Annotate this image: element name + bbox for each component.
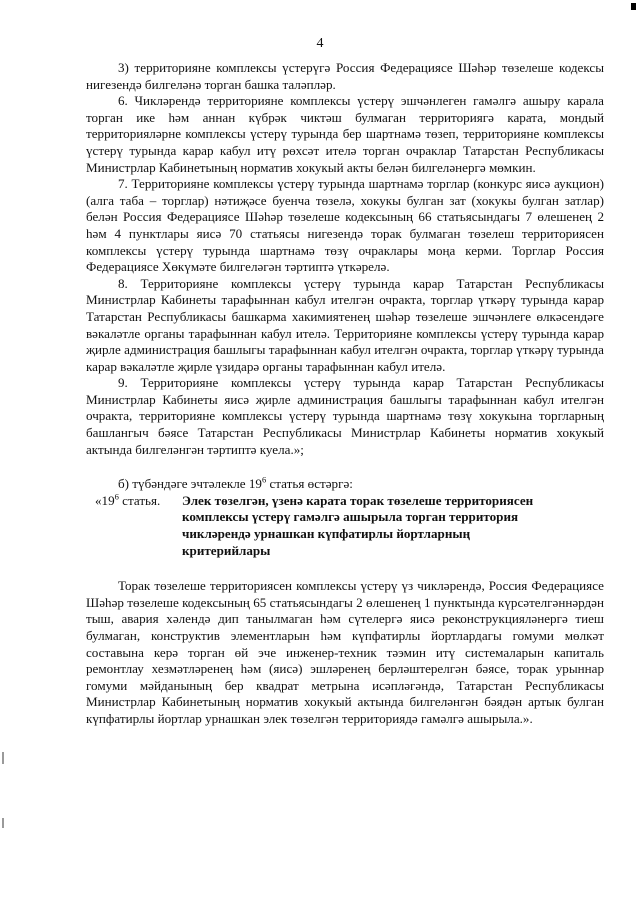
- article-heading: [86, 493, 604, 559]
- paragraph-section-8: 8. Территорияне комплексы үстерү турында карар Татарстан Республикасы Министрлар Кабинеты тарафыннан кабул ителгән очракта, торглар үткәрү турында карар Татарстан Республикасы башкарма хакимиятенең шәһәр төзелеше эшчәнлеге өлкәсендәге вәкаләтле органы тарафыннан кабул ителә. Территорияне комплексы үстерү турында карар җирле администрация башлыгы тарафыннан кабул ителгән очракта, торглар үткәрү турында карар вәкаләтле җирле үзидарә органы тарафыннан кабул ителә.: [86, 275, 604, 374]
- article-title-line: критерийлары: [182, 542, 271, 558]
- article-body-paragraph: Торак төзелеше территориясен комплексы үстерү үз чикләрендә, Россия Федерациясе Шәһәр төзелеше кодексының 65 статьясындагы 2 өлешенең 1 пунктында күрсәтелгәннәрдән тыш, авария хәлендә дип танылмаган һәм сүтелергә яисә реконструкцияләнергә тиеш булмаган, конструктив элементларын һәм күпфатирлы йортлардагы гомуми мөлкәт составына керә торган өй эче инженер-техник тәэмин итү системаларын капиталь ремонтлау хезмәтләренең һәм (яисә) эшләренең берләштерелгән бәясе, торак урыннар гомуми мәйданының бер квадрат метрына исәпләгәндә, Татарстан Республикасы Министрлар Кабинетының норматив хокукый актында билгеләнгән бәядән артык булган күпфатирлы йортлар урнашкан элек төзелгән территориядә гамәлгә ашырыла.».: [86, 578, 604, 726]
- amendment-intro-text: б) түбәндәге эчтәлекле 19: [118, 476, 262, 492]
- article-title-line: чикләрендә урнашкан күпфатирлы йортларның: [182, 526, 471, 542]
- paragraph-section-7: 7. Территорияне комплексы үстерү турында шартнамә торглар (конкурс яисә аукцион) (алга таба – торглар) нәтиҗәсе буенча төзелә, хокукы булган зат (хокукы булган затлар) белән Россия Федерациясе Шәһәр төзелеше кодексының 66 статьясындагы 7 өлешенең 2 һәм 4 пунктлары яисә 70 статьясы нигезендә торак булмаган төзелеш территориясен комплексы үстерү турында шартнамә төзү очраклары моңа керми. Торглар Россия Федерациясе Хөкүмәте билгеләгән тәртиптә үткәрелә.: [86, 176, 604, 275]
- spacer: [86, 458, 604, 476]
- article-label-prefix: «19: [95, 492, 115, 508]
- scan-corner-mark: [631, 3, 636, 10]
- amendment-intro-superscript: 6: [261, 474, 267, 485]
- paragraph-item-3: 3) территорияне комплексы үстерүгә Россия Федерациясе Шәһәр төзелеше кодексы нигезендә билгеләнә торган башка таләпләр.: [86, 60, 604, 92]
- amendment-intro: [86, 476, 604, 493]
- article-title: [182, 493, 604, 559]
- amendment-intro-text-end: статья өстәргә:: [266, 476, 353, 492]
- article-label: [86, 493, 182, 559]
- document-body: [86, 60, 604, 728]
- paragraph-section-6: 6. Чикләрендә территорияне комплексы үстерү эшчәнлеген гамәлгә ашыру карала торган ике һәм аннан күбрәк чиктәш булмаган территориягә карата, мондый территорияләрне комплексы үстерү турында бер шартнамә төзеп, территорияне комплексы үстерү турында карар кабул итү рөхсәт ителә торган очраклар Татарстан Республикасы Министрлар Кабинетының норматив хокукый акты белән билгеләнергә мөмкин.: [86, 93, 604, 175]
- article-label-superscript: 6: [114, 491, 119, 502]
- scan-edge-mark: [2, 752, 4, 764]
- paragraph-section-9: 9. Территорияне комплексы үстерү турында карар Татарстан Республикасы Министрлар Кабинеты яисә җирле администрация башлыгы тарафыннан кабул ителгән очракта, территорияне комплексы үстерү турында шартнамә төзү хокукына торгларның башлангыч бәясе Татарстан Республикасы Министрлар Кабинеты норматив хокукый актында билгеләнгән тәртиптә куела.»;: [86, 375, 604, 457]
- scan-edge-mark: [2, 818, 4, 828]
- spacer: [86, 559, 604, 578]
- article-title-line: комплексы үстерү гамәлгә ашырыла торган территория: [182, 509, 519, 525]
- article-title-line: Элек төзелгән, үзенә карата торак төзелеше территориясен: [182, 492, 534, 508]
- article-label-suffix: статья.: [118, 492, 161, 508]
- page-number: 4: [316, 36, 324, 51]
